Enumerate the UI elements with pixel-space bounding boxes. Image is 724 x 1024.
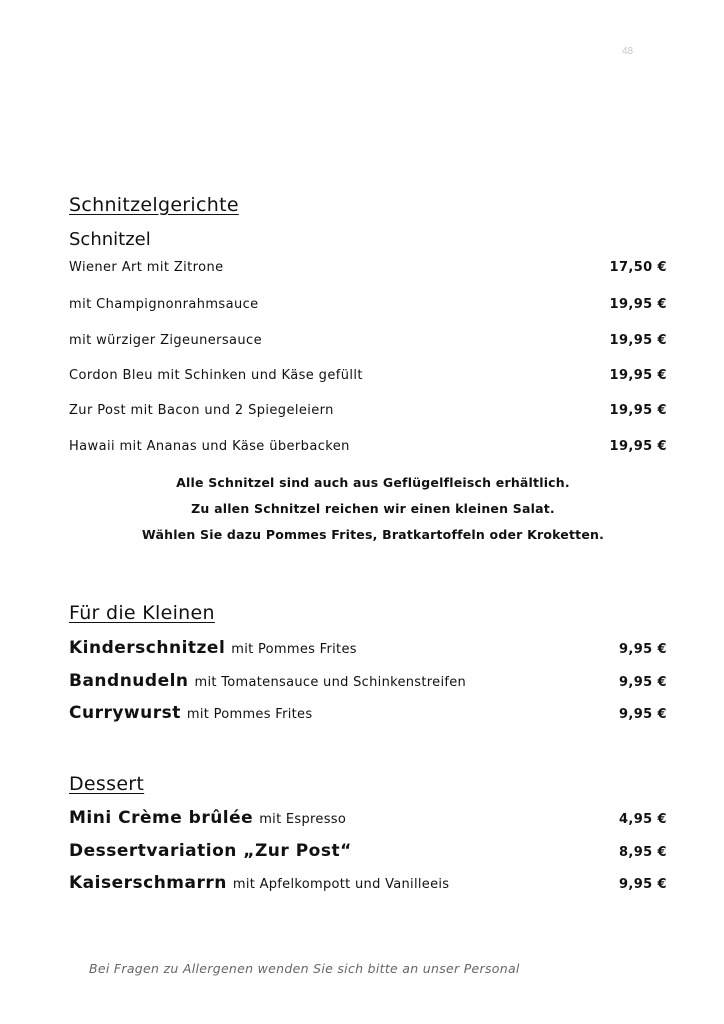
section-title-dessert: Dessert [69,773,145,795]
menu-item-name: Currywurst [69,703,181,723]
note-line: Alle Schnitzel sind auch aus Geflügelfleisch erhältlich. [176,475,570,490]
subtitle-schnitzel: Schnitzel [69,229,151,250]
menu-item-desc: mit Apfelkompott und Vanilleeis [232,877,450,892]
menu-item-name-wrap [69,841,352,861]
menu-item-name: Zur Post mit Bacon und 2 Spiegeleiern [69,403,334,418]
menu-item-name-wrap [69,873,449,893]
menu-item-price: 9,95 € [618,877,667,892]
menu-item [69,297,667,312]
menu-item [69,671,667,691]
section-title-kids: Für die Kleinen [69,602,215,624]
menu-item-name: mit Champignonrahmsauce [69,297,259,312]
menu-item-name: mit würziger Zigeunersauce [69,333,262,348]
menu-item [69,333,667,348]
section-title-schnitzelgerichte: Schnitzelgerichte [69,194,239,216]
menu-item-price: 19,95 € [609,439,667,454]
menu-item-name-wrap [69,638,357,658]
schnitzel-notes [69,470,677,548]
menu-item [69,808,667,828]
menu-item-desc: mit Pommes Frites [231,642,357,657]
menu-item-name-wrap [69,703,312,723]
menu-item-price: 19,95 € [609,333,667,348]
menu-item-price: 8,95 € [618,845,667,860]
menu-item [69,873,667,893]
menu-item-price: 19,95 € [609,297,667,312]
menu-item-price: 19,95 € [609,368,667,383]
menu-item-desc: mit Pommes Frites [186,707,313,722]
menu-item-name: Kaiserschmarrn [69,873,227,893]
menu-item-desc: mit Tomatensauce und Schinkenstreifen [194,675,467,690]
menu-item-price: 9,95 € [618,642,667,657]
menu-item-price: 9,95 € [618,707,667,722]
menu-item-name-wrap [69,671,466,691]
menu-item-price: 4,95 € [618,812,667,827]
menu-item-price: 17,50 € [609,260,667,275]
menu-item-name: Cordon Bleu mit Schinken und Käse gefüllt [69,368,363,383]
page-number: 48 [622,46,634,57]
menu-item [69,638,667,658]
menu-item [69,368,667,383]
menu-item-price: 19,95 € [609,403,667,418]
menu-item [69,841,667,861]
menu-item-name: Bandnudeln [69,671,189,691]
note-line: Wählen Sie dazu Pommes Frites, Bratkartoffeln oder Kroketten. [141,527,605,542]
menu-item [69,403,667,418]
menu-item [69,260,667,275]
menu-item-name-wrap [69,808,346,828]
menu-item-name: Dessertvariation „Zur Post“ [69,841,352,861]
menu-item-name: Wiener Art mit Zitrone [69,260,224,275]
allergen-footer-note: Bei Fragen zu Allergenen wenden Sie sich bitte an unser Personal [89,961,520,976]
menu-item-name: Hawaii mit Ananas und Käse überbacken [69,439,350,454]
menu-item [69,703,667,723]
note-line: Zu allen Schnitzel reichen wir einen kleinen Salat. [191,501,555,516]
menu-item [69,439,667,454]
menu-item-name: Kinderschnitzel [69,638,226,658]
menu-item-name: Mini Crème brûlée [69,808,254,828]
menu-item-price: 9,95 € [618,675,667,690]
menu-item-desc: mit Espresso [259,812,347,827]
